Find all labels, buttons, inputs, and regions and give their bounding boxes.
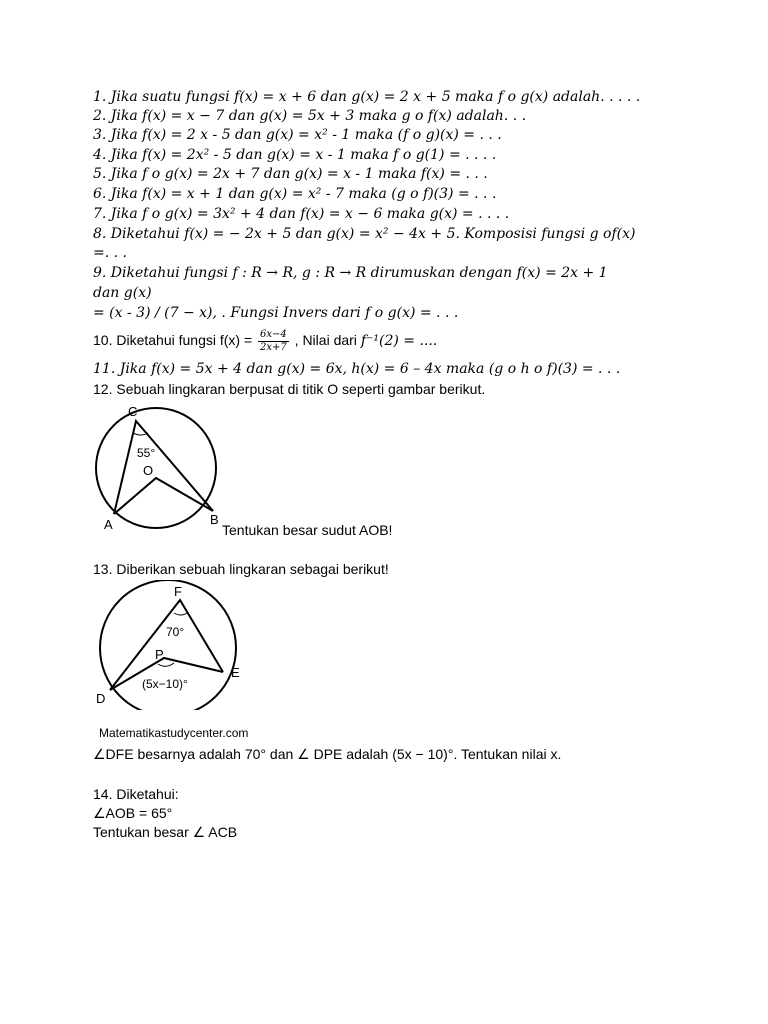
- label-e: E: [231, 665, 240, 680]
- question-12: 12. Sebuah lingkaran berpusat di titik O seperti gambar berikut.: [93, 381, 486, 397]
- question-6: 6. Jika f(x) = x + 1 dan g(x) = x² - 7 maka (g o f)(3) = . . .: [93, 186, 497, 202]
- question-10-text: 10. Diketahui fungsi f(x) =: [93, 332, 257, 348]
- question-9-formula: = (x - 3) / (7 − x), . Fungsi Invers dari f o g(x) = . . .: [93, 305, 459, 321]
- question-12-task: Tentukan besar sudut AOB!: [222, 522, 393, 538]
- label-o: O: [143, 463, 154, 478]
- question-8-cont: =. . .: [93, 245, 127, 261]
- question-14-task: Tentukan besar ∠ ACB: [93, 824, 238, 840]
- question-14-given: ∠AOB = 65°: [93, 805, 173, 821]
- question-5: 5. Jika f o g(x) = 2x + 7 dan g(x) = x - 1 maka f(x) = . . .: [93, 166, 488, 182]
- question-1: 1. Jika suatu fungsi f(x) = x + 6 dan g(x) = 2 x + 5 maka f o g(x) adalah. . . . .: [93, 89, 641, 105]
- question-10-text-2: , Nilai dari: [290, 332, 361, 348]
- question-7: 7. Jika f o g(x) = 3x² + 4 dan f(x) = x − 6 maka g(x) = . . . .: [93, 206, 510, 222]
- label-b: B: [210, 512, 219, 527]
- question-10: [93, 325, 437, 356]
- label-c: C: [128, 404, 138, 419]
- angle-label-5x-10: (5x−10)°: [142, 677, 188, 691]
- question-13: 13. Diberikan sebuah lingkaran sebagai berikut!: [93, 561, 389, 577]
- question-10-fraction: [258, 329, 289, 354]
- question-4: 4. Jika f(x) = 2x² - 5 dan g(x) = x - 1 maka f o g(1) = . . . .: [93, 147, 497, 163]
- angle-label-70: 70°: [166, 625, 185, 639]
- figure-circle-dpe: [88, 580, 253, 710]
- fraction-denominator: 2x+7: [260, 341, 287, 353]
- angle-label-55: 55°: [137, 446, 156, 460]
- question-14: 14. Diketahui:: [93, 786, 179, 802]
- figure-credit: Matematikastudycenter.com: [99, 726, 249, 740]
- radii-a-o-b: [114, 478, 213, 514]
- question-13-task: ∠DFE besarnya adalah 70° dan ∠ DPE adalah (5x − 10)°. Tentukan nilai x.: [93, 746, 562, 762]
- fraction-numerator: 6x−4: [260, 328, 287, 340]
- question-11: 11. Jika f(x) = 5x + 4 dan g(x) = 6x, h(x) = 6 – 4x maka (g o h o f)(3) = . . .: [93, 361, 621, 377]
- question-10-inverse: f⁻¹(2) = ....: [360, 333, 438, 349]
- label-f: F: [174, 584, 182, 599]
- question-2: 2. Jika f(x) = x − 7 dan g(x) = 5x + 3 maka g o f(x) adalah. . .: [93, 108, 527, 124]
- label-a: A: [104, 517, 113, 532]
- question-9-cont: dan g(x): [93, 285, 152, 301]
- angle-arc-p: [158, 663, 174, 666]
- question-9: 9. Diketahui fungsi f : R → R, g : R → R dirumuskan dengan f(x) = 2x + 1: [93, 265, 608, 281]
- question-3: 3. Jika f(x) = 2 x - 5 dan g(x) = x² - 1 maka (f o g)(x) = . . .: [93, 127, 502, 143]
- label-p: P: [155, 647, 164, 662]
- figure-circle-aob: [88, 400, 228, 535]
- label-d: D: [96, 691, 106, 706]
- question-8: 8. Diketahui f(x) = − 2x + 5 dan g(x) = x² − 4x + 5. Komposisi fungsi g of(x): [93, 226, 636, 242]
- angle-arc-f: [174, 613, 187, 615]
